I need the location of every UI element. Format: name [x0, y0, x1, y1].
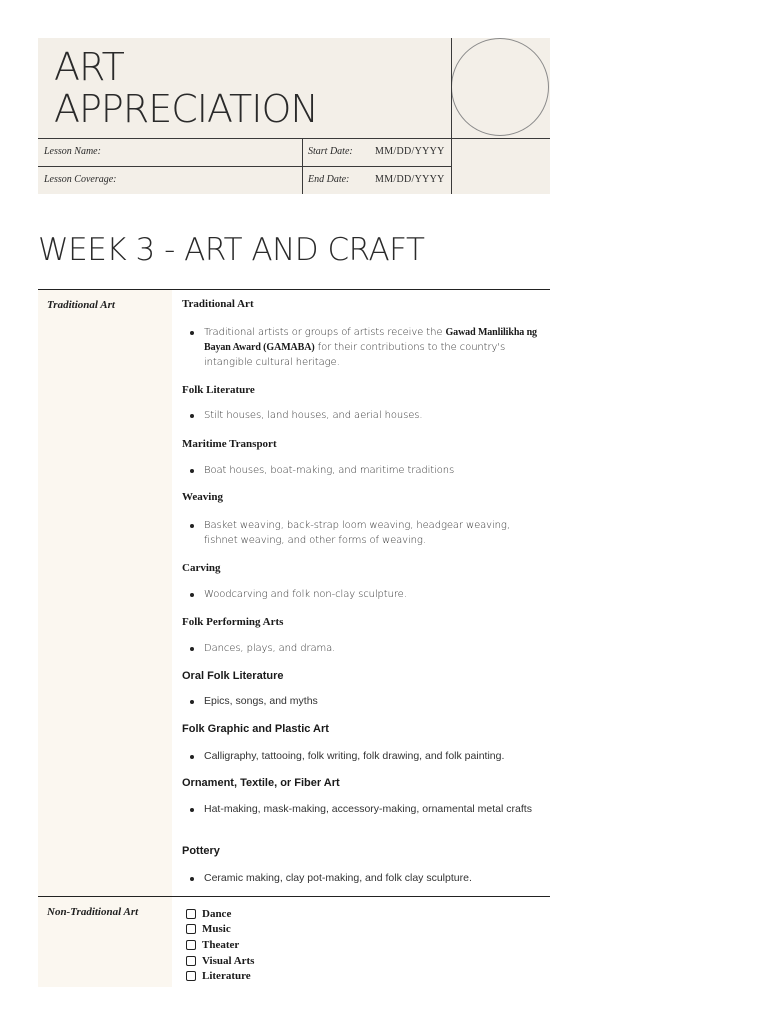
non-traditional-checklist: [186, 906, 254, 984]
section-title: Folk Graphic and Plastic Art: [182, 723, 329, 735]
checkbox[interactable]: [186, 971, 196, 981]
section-traditional-art: [182, 298, 544, 370]
section-title: Folk Literature: [182, 384, 255, 396]
list-item: Boat houses, boat-making, and maritime traditions: [182, 463, 544, 478]
checkbox[interactable]: [186, 956, 196, 966]
lesson-name-label: Lesson Name:: [44, 146, 101, 157]
header-divider-vertical-right: [451, 38, 452, 138]
checklist-label: Music: [202, 923, 231, 936]
checklist-label: Dance: [202, 907, 232, 920]
checklist-label: Literature: [202, 970, 251, 983]
section-oral-folk-literature: [182, 670, 544, 709]
section-title: Folk Performing Arts: [182, 616, 284, 628]
section-carving: [182, 562, 544, 602]
section-title: Traditional Art: [182, 298, 254, 310]
page-title: [54, 46, 318, 130]
list-item: Ceramic making, clay pot-making, and folk clay sculpture.: [182, 871, 544, 886]
list-item: [182, 325, 544, 370]
section-ornament-textile-fiber-art: [182, 777, 544, 817]
week-heading: WEEK 3 - ART AND CRAFT: [38, 232, 425, 268]
row-label-non-traditional-art: Non-Traditional Art: [47, 906, 139, 918]
section-maritime-transport: [182, 438, 544, 478]
list-item: Epics, songs, and myths: [182, 694, 544, 709]
checklist-item-literature[interactable]: [186, 968, 254, 984]
checklist-item-theater[interactable]: [186, 937, 254, 953]
checklist-label: Theater: [202, 938, 240, 951]
list-item: Hat-making, mask-making, accessory-making, ornamental metal crafts: [182, 802, 544, 817]
list-item: Stilt houses, land houses, and aerial houses.: [182, 408, 544, 423]
header-divider-middle: [38, 166, 451, 167]
section-title: Carving: [182, 562, 221, 574]
section-folk-graphic-plastic-art: [182, 723, 544, 764]
section-pottery: [182, 845, 544, 886]
section-title: Pottery: [182, 845, 220, 857]
list-item: Calligraphy, tattooing, folk writing, folk drawing, and folk painting.: [182, 749, 544, 764]
start-date-label: Start Date:: [308, 146, 353, 157]
list-item: Woodcarving and folk non-clay sculpture.: [182, 587, 544, 602]
start-date-field[interactable]: MM/DD/YYYY: [375, 146, 445, 157]
list-item: Dances, plays, and drama.: [182, 641, 544, 656]
section-weaving: [182, 491, 544, 548]
lesson-header: [38, 38, 550, 194]
section-title: Oral Folk Literature: [182, 670, 284, 682]
bullet-text: for their contributions to the country's intangible cultural heritage.: [204, 342, 506, 368]
end-date-field[interactable]: MM/DD/YYYY: [375, 174, 445, 185]
title-line-1: ART: [54, 45, 124, 89]
row-divider: [38, 896, 550, 897]
end-date-label: End Date:: [308, 174, 350, 185]
checklist-label: Visual Arts: [202, 954, 255, 967]
title-line-2: APPRECIATION: [54, 87, 318, 131]
section-folk-literature: [182, 384, 544, 423]
row-label-cell-traditional: [38, 290, 172, 896]
checklist-item-music[interactable]: [186, 922, 254, 938]
row-label-traditional-art: Traditional Art: [47, 299, 115, 311]
checkbox[interactable]: [186, 909, 196, 919]
header-divider-top: [38, 138, 550, 139]
checkbox[interactable]: [186, 924, 196, 934]
header-divider-vertical-mid: [302, 138, 303, 194]
decorative-circle: [451, 38, 549, 136]
row-label-cell-non-traditional: [38, 897, 172, 987]
checklist-item-visual-arts[interactable]: [186, 953, 254, 969]
header-divider-vertical-end: [451, 138, 452, 194]
bullet-text: Traditional artists or groups of artists receive the: [204, 327, 446, 338]
section-title: Weaving: [182, 491, 223, 503]
lesson-coverage-label: Lesson Coverage:: [44, 174, 117, 185]
section-title: Ornament, Textile, or Fiber Art: [182, 777, 340, 789]
award-name: Gawad Manlilikha ng Bayan Award (GAMABA): [204, 327, 537, 353]
checklist-item-dance[interactable]: [186, 906, 254, 922]
list-item: Basket weaving, back-strap loom weaving, headgear weaving, fishnet weaving, and other forms of weaving.: [182, 518, 544, 548]
section-folk-performing-arts: [182, 616, 544, 656]
section-title: Maritime Transport: [182, 438, 277, 450]
checkbox[interactable]: [186, 940, 196, 950]
